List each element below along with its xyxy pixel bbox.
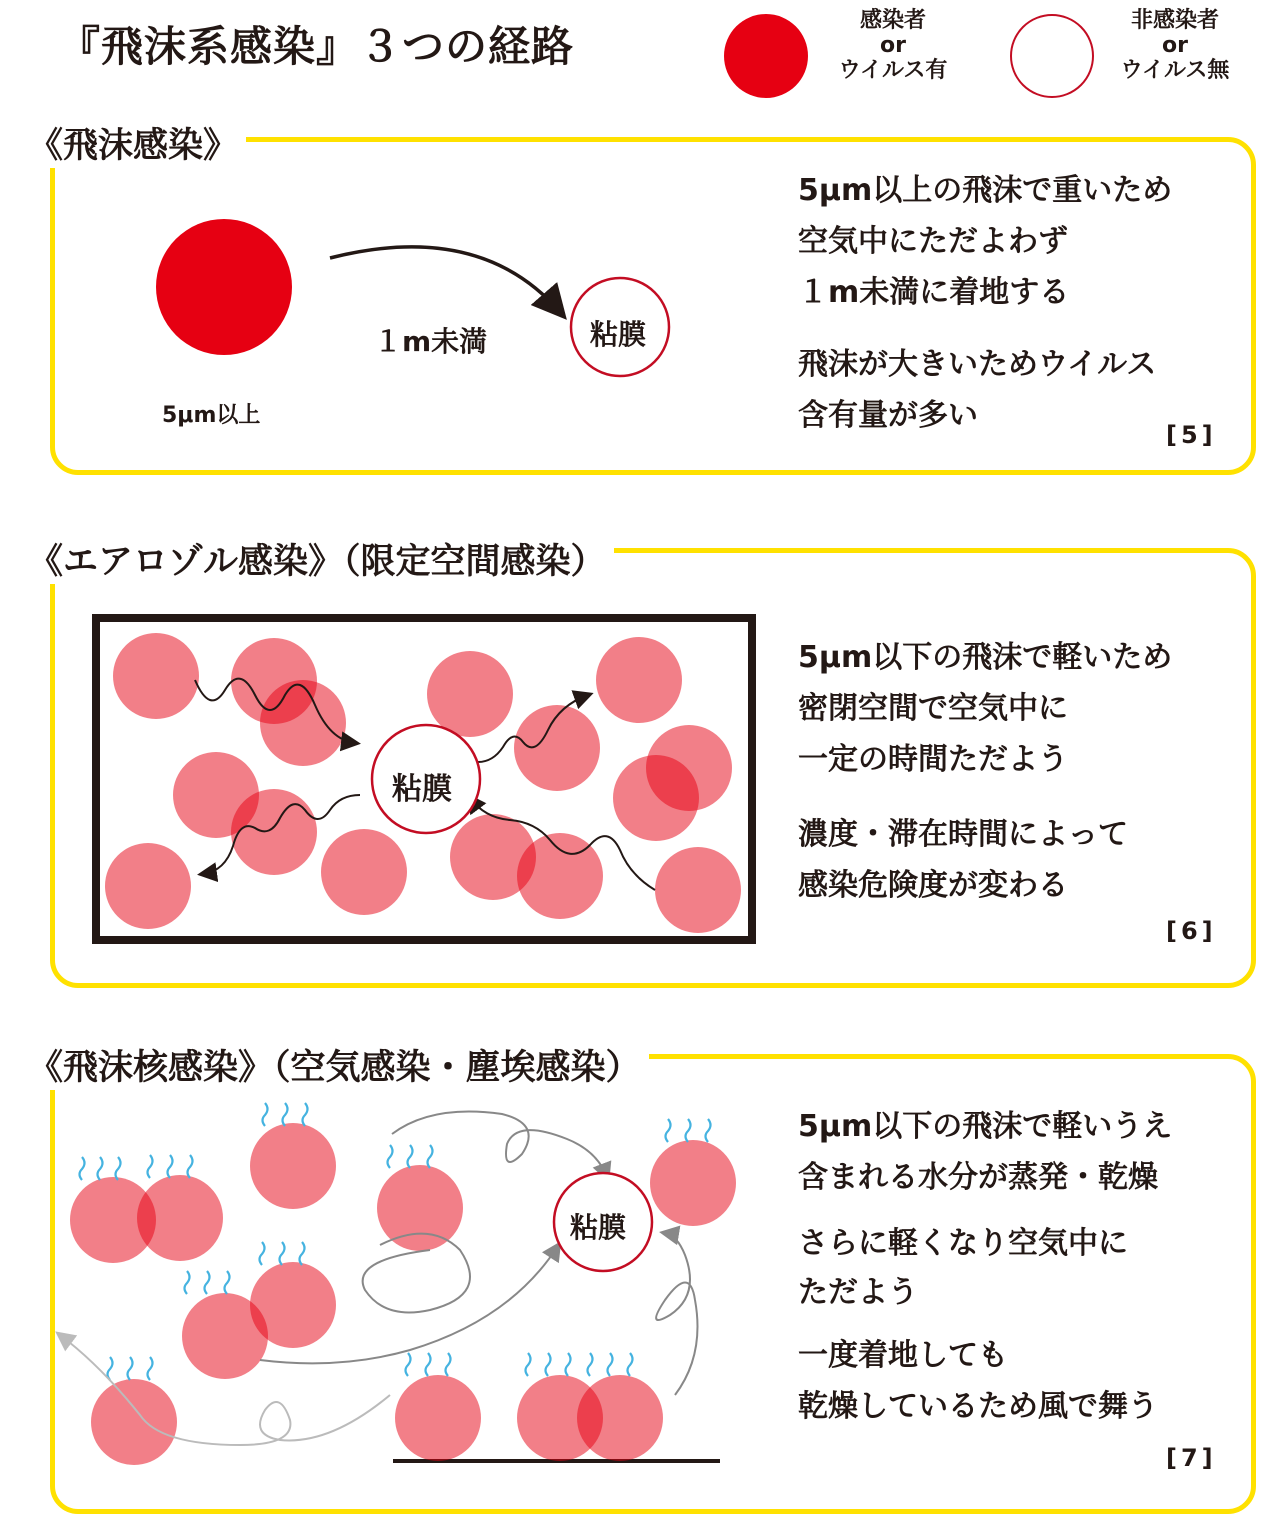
vapor-mark (108, 1357, 113, 1380)
droplet-nucleus (250, 1123, 336, 1209)
description-line: 含まれる水分が蒸発・乾燥 (798, 1160, 1158, 1195)
vapor-mark (566, 1353, 571, 1376)
aerosol-particle (655, 847, 741, 933)
vapor-mark (283, 1103, 288, 1126)
description-line: 飛沫が大きいためウイルス (798, 347, 1157, 382)
description-line: 一定の時間ただよう (798, 742, 1068, 777)
page-title: 『飛沫系感染』３つの経路 (58, 22, 575, 71)
reference-number: [6] (1166, 917, 1217, 945)
aerosol-particle (321, 829, 407, 915)
vapor-mark (428, 1145, 433, 1168)
droplet-nucleus (137, 1175, 223, 1261)
vapor-mark (406, 1353, 411, 1376)
aerosol-particle (427, 651, 513, 737)
particle-size-label: 5μm以上 (162, 403, 261, 428)
section-heading-droplet: 《飛沫感染》 (28, 118, 246, 168)
aerosol-particle (514, 705, 600, 791)
vapor-mark (185, 1271, 190, 1294)
description-line: 5μm以下の飛沫で軽いため (798, 640, 1173, 675)
droplet-nucleus (395, 1375, 481, 1461)
aerosol-particle (231, 789, 317, 875)
vapor-mark (426, 1353, 431, 1376)
description-line: １m未満に着地する (798, 275, 1070, 310)
vapor-mark (526, 1353, 531, 1376)
reference-number: [7] (1166, 1444, 1217, 1472)
vapor-mark (666, 1119, 671, 1142)
droplet-nuclei (70, 1123, 736, 1465)
vapor-mark (300, 1242, 305, 1265)
legend-uninfected-line1: 非感染者 (1130, 8, 1219, 33)
vapor-mark (608, 1353, 613, 1376)
distance-label: １m未満 (374, 325, 488, 358)
vapor-mark (148, 1357, 153, 1380)
droplet-nucleus (182, 1293, 268, 1379)
vapor-mark (80, 1157, 85, 1180)
mucosa-label: 粘膜 (392, 772, 452, 807)
vapor-mark (168, 1155, 173, 1178)
description-line: さらに軽くなり空気中に (798, 1226, 1128, 1261)
droplet-nucleus (377, 1165, 463, 1251)
reference-number: [5] (1166, 421, 1217, 449)
description-line: 5μm以下の飛沫で軽いうえ (798, 1109, 1173, 1144)
vapor-mark (546, 1353, 551, 1376)
vapor-mark (148, 1155, 153, 1178)
droplet-nucleus (577, 1375, 663, 1461)
vapor-mark (128, 1357, 133, 1380)
droplet-trajectory-arrow (330, 247, 560, 312)
vapor-mark (205, 1271, 210, 1294)
aerosol-particle (113, 633, 199, 719)
vapor-mark (116, 1157, 121, 1180)
large-droplet (156, 219, 292, 355)
vapor-mark (98, 1157, 103, 1180)
description-line: 感染危険度が変わる (798, 868, 1068, 903)
section-heading-aerosol: 《エアロゾル感染》（限定空間感染） (28, 534, 614, 584)
mucosa-label: 粘膜 (570, 1211, 627, 1244)
airborne-path (656, 1233, 697, 1395)
legend-uninfected-line3: ウイルス無 (1120, 58, 1230, 83)
vapor-mark (408, 1145, 413, 1168)
legend-infected-line1: 感染者 (859, 8, 926, 33)
aerosol-particle (613, 755, 699, 841)
description-line: 濃度・滞在時間によって (798, 817, 1128, 852)
vapor-mark (628, 1353, 633, 1376)
vapor-mark (280, 1242, 285, 1265)
vapor-mark (225, 1271, 230, 1294)
vapor-mark (303, 1103, 308, 1126)
aerosol-particle (105, 843, 191, 929)
vapor-mark (188, 1155, 193, 1178)
description-line: 含有量が多い (798, 398, 978, 433)
legend-infected-line3: ウイルス有 (838, 58, 948, 83)
droplet-nucleus (650, 1140, 736, 1226)
mucosa-label: 粘膜 (590, 318, 647, 351)
description-line: 5μm以上の飛沫で重いため (798, 173, 1173, 208)
vapor-mark (263, 1103, 268, 1126)
description-line: ただよう (798, 1275, 918, 1310)
legend-uninfected-line2: or (1162, 33, 1188, 58)
droplet-nucleus (91, 1379, 177, 1465)
aerosol-particle (596, 637, 682, 723)
vapor-mark (260, 1242, 265, 1265)
description-line: 乾燥しているため風で舞う (798, 1389, 1158, 1424)
vapor-mark (588, 1353, 593, 1376)
vapor-mark (446, 1353, 451, 1376)
vapor-mark (686, 1119, 691, 1142)
vapor-mark (388, 1145, 393, 1168)
description-line: 空気中にただよわず (798, 224, 1068, 259)
legend-infected-line2: or (880, 33, 906, 58)
description-line: 密閉空間で空気中に (798, 691, 1068, 726)
vapor-mark (706, 1119, 711, 1142)
aerosol-particle (260, 680, 346, 766)
description-line: 一度着地しても (798, 1338, 1008, 1373)
section-heading-airborne: 《飛沫核感染》（空気感染・塵埃感染） (28, 1040, 649, 1090)
